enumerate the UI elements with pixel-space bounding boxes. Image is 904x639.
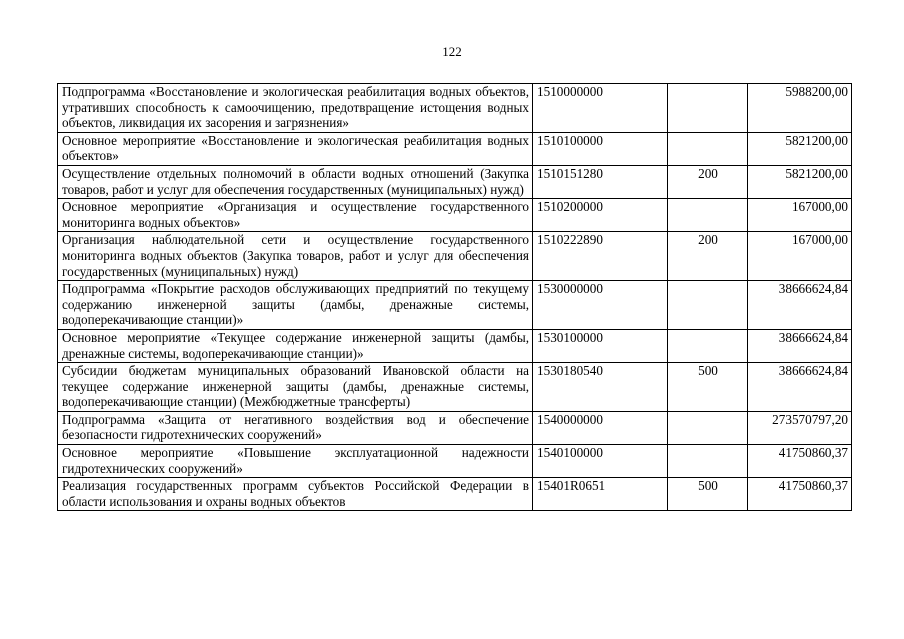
row-sum: 167000,00 [748,232,852,281]
table-row [58,232,852,281]
row-sum: 167000,00 [748,199,852,232]
row-code: 1510222890 [533,232,668,281]
row-type [668,411,748,444]
row-type [668,445,748,478]
row-code: 1540000000 [533,411,668,444]
table-row [58,84,852,133]
row-name: Основное мероприятие «Восстановление и экологическая реабилитация водных объектов» [58,132,533,165]
row-sum: 41750860,37 [748,478,852,511]
row-name: Основное мероприятие «Текущее содержание инженерной защиты (дамбы, дренажные системы, водоперекачивающие станции)» [58,329,533,362]
row-code: 1530100000 [533,329,668,362]
table-row [58,199,852,232]
row-type: 500 [668,478,748,511]
row-type [668,281,748,330]
row-name: Осуществление отдельных полномочий в области водных отношений (Закупка товаров, работ и услуг для обеспечения государственных (муниципальных) нужд) [58,165,533,198]
row-code: 1540100000 [533,445,668,478]
row-code: 15401R0651 [533,478,668,511]
row-sum: 5821200,00 [748,165,852,198]
row-type [668,329,748,362]
row-sum: 273570797,20 [748,411,852,444]
table-row [58,165,852,198]
row-type: 200 [668,165,748,198]
row-sum: 38666624,84 [748,281,852,330]
row-name: Субсидии бюджетам муниципальных образований Ивановской области на текущее содержание инженерной защиты (дамбы, дренажные системы, водоперекачивающие станции) (Межбюджетные трансферты) [58,363,533,412]
page-number: 122 [442,44,462,59]
row-name: Подпрограмма «Защита от негативного воздействия вод и обеспечение безопасности гидротехнических сооружений» [58,411,533,444]
row-code: 1530000000 [533,281,668,330]
row-name: Основное мероприятие «Повышение эксплуатационной надежности гидротехнических сооружений» [58,445,533,478]
row-name: Подпрограмма «Покрытие расходов обслуживающих предприятий по текущему содержанию инженерной защиты (дамбы, дренажные системы, водоперекачивающие станции)» [58,281,533,330]
table-row [58,411,852,444]
row-code: 1510200000 [533,199,668,232]
row-sum: 5988200,00 [748,84,852,133]
row-name: Реализация государственных программ субъектов Российской Федерации в области использования и охраны водных объектов [62,478,529,509]
row-code: 1510100000 [533,132,668,165]
row-name-cell [58,478,533,511]
row-code: 1510151280 [533,165,668,198]
row-type: 200 [668,232,748,281]
row-type [668,199,748,232]
row-sum: 41750860,37 [748,445,852,478]
row-sum: 38666624,84 [748,363,852,412]
table-row [58,363,852,412]
table-row [58,478,852,511]
table-row [58,281,852,330]
row-type [668,132,748,165]
table-row [58,329,852,362]
budget-table [57,83,852,511]
row-name: Основное мероприятие «Организация и осуществление государственного мониторинга водных объектов» [58,199,533,232]
row-sum: 38666624,84 [748,329,852,362]
row-name: Организация наблюдательной сети и осуществление государственного мониторинга водных объектов (Закупка товаров, работ и услуг для обеспечения государственных (муниципальных) нужд) [58,232,533,281]
row-code: 1510000000 [533,84,668,133]
row-type [668,84,748,133]
row-code: 1530180540 [533,363,668,412]
row-type: 500 [668,363,748,412]
row-sum: 5821200,00 [748,132,852,165]
table-row [58,445,852,478]
table-row [58,132,852,165]
row-name: Подпрограмма «Восстановление и экологическая реабилитация водных объектов, утративших способность к самоочищению, предотвращение истощения водных объектов, ликвидация их засорения и загрязнения» [58,84,533,133]
